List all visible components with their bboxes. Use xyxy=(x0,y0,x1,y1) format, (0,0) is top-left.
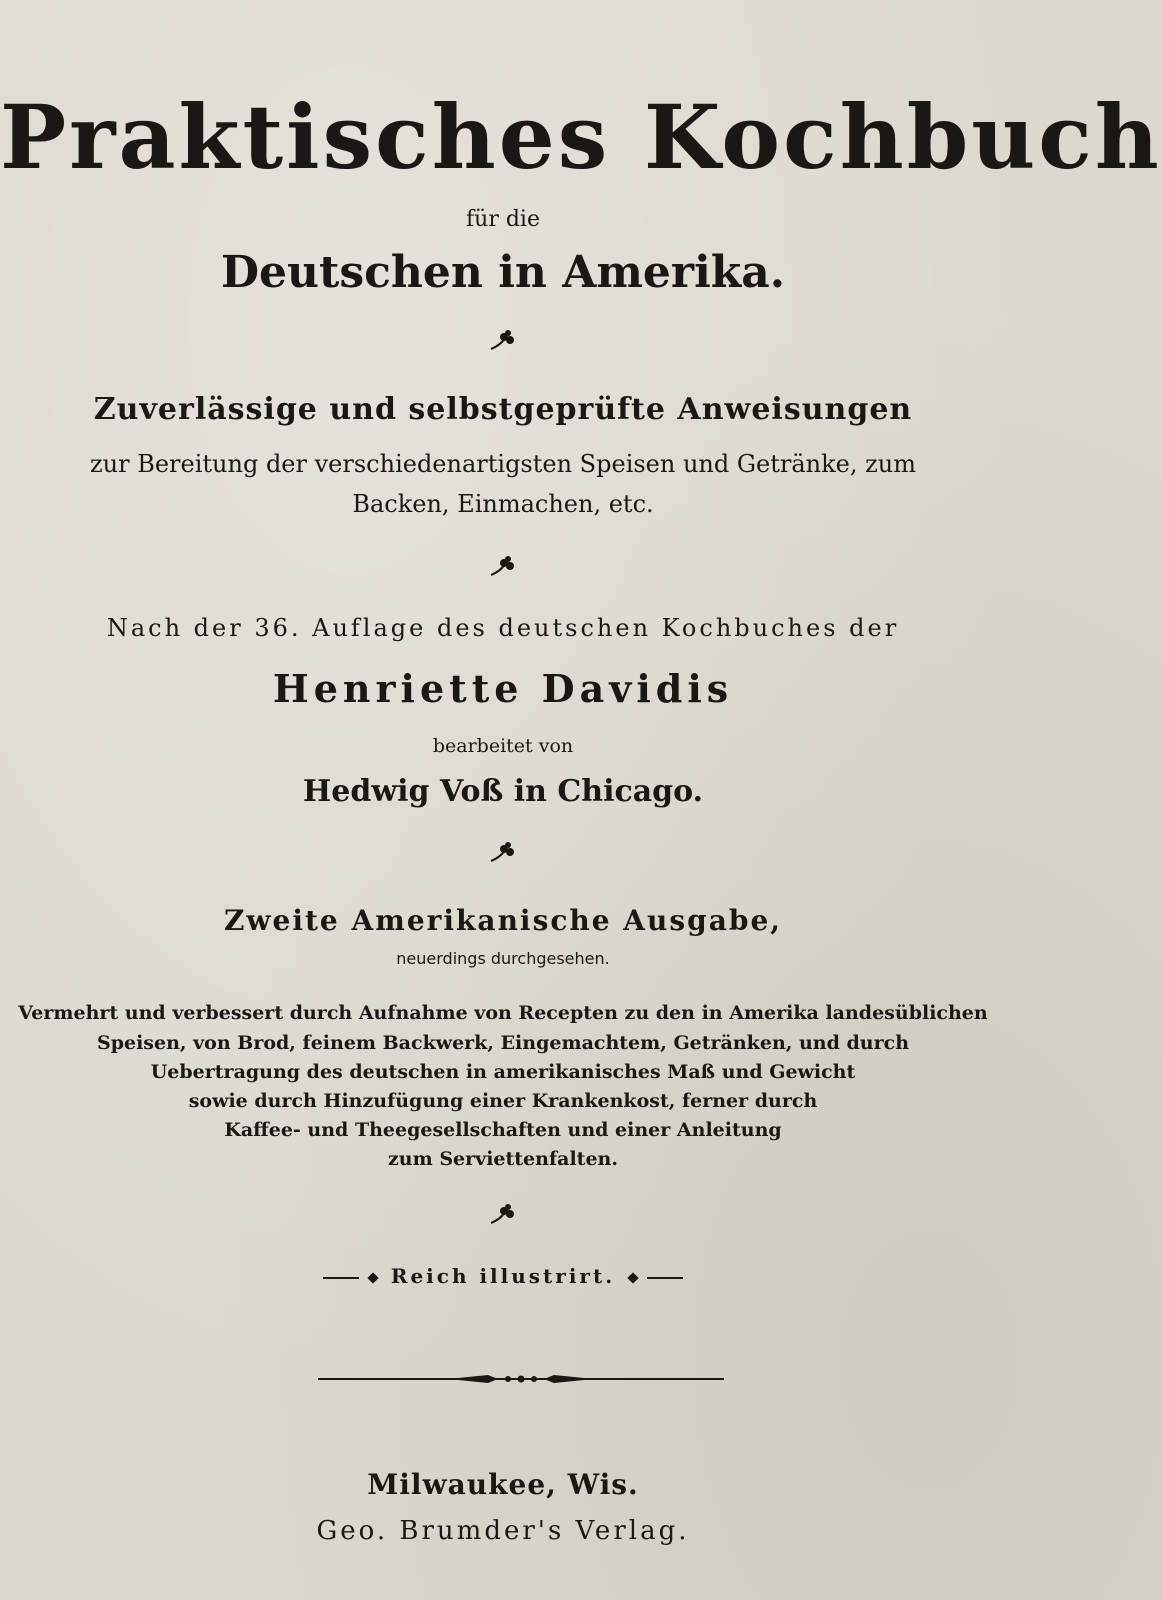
fuer-die-text: für die xyxy=(466,207,540,232)
author-name: Henriette Davidis xyxy=(272,666,734,711)
source-edition-line: Nach der 36. Auflage des deutschen Kochbuches der xyxy=(106,614,900,642)
revised-note: neuerdings durchgesehen. xyxy=(396,949,610,968)
dash-ornament xyxy=(323,1277,359,1279)
illustrated-text: Reich illustrirt. xyxy=(390,1264,616,1288)
editor-name: Hedwig Voß in Chicago. xyxy=(302,774,704,809)
subtitle-heading: Zuverlässige und selbstgeprüfte Anweisungen xyxy=(93,392,913,427)
description-line: sowie durch Hinzufügung einer Krankenkost, ferner durch xyxy=(188,1090,818,1112)
illustrated-note xyxy=(0,1262,1006,1290)
description-line: Kaffee- und Theegesellschaften und einer Anleitung xyxy=(224,1119,782,1141)
floral-ornament-icon xyxy=(0,842,1006,868)
description-line: Uebertragung des deutschen in amerikanisches Maß und Gewicht xyxy=(150,1061,856,1083)
dash-ornament xyxy=(647,1277,683,1279)
subtitle-line-1: zur Bereitung der verschiedenartigsten Speisen und Getränke, zum xyxy=(90,450,916,478)
book-title: Praktisches Kochbuch xyxy=(0,85,1162,189)
description-line: zum Serviettenfalten. xyxy=(388,1148,618,1170)
subtitle-line-2: Backen, Einmachen, etc. xyxy=(352,490,654,518)
edition-heading: Zweite Amerikanische Ausgabe, xyxy=(223,904,783,937)
decorative-rule xyxy=(318,1372,724,1386)
diamond-ornament-icon xyxy=(627,1272,638,1283)
publisher-name: Geo. Brumder's Verlag. xyxy=(316,1516,690,1546)
book-title-line-2: Deutschen in Amerika. xyxy=(220,247,786,298)
floral-ornament-icon xyxy=(0,556,1006,582)
diamond-ornament-icon xyxy=(367,1272,378,1283)
edited-by-label: bearbeitet von xyxy=(432,735,574,757)
floral-ornament-icon xyxy=(0,1204,1006,1230)
floral-ornament-icon xyxy=(0,330,1006,356)
publication-place: Milwaukee, Wis. xyxy=(367,1468,639,1501)
description-line: Speisen, von Brod, feinem Backwerk, Eingemachtem, Getränken, und durch xyxy=(96,1032,910,1054)
description-line: Vermehrt und verbessert durch Aufnahme von Recepten zu den in Amerika landesüblichen xyxy=(18,1002,988,1024)
